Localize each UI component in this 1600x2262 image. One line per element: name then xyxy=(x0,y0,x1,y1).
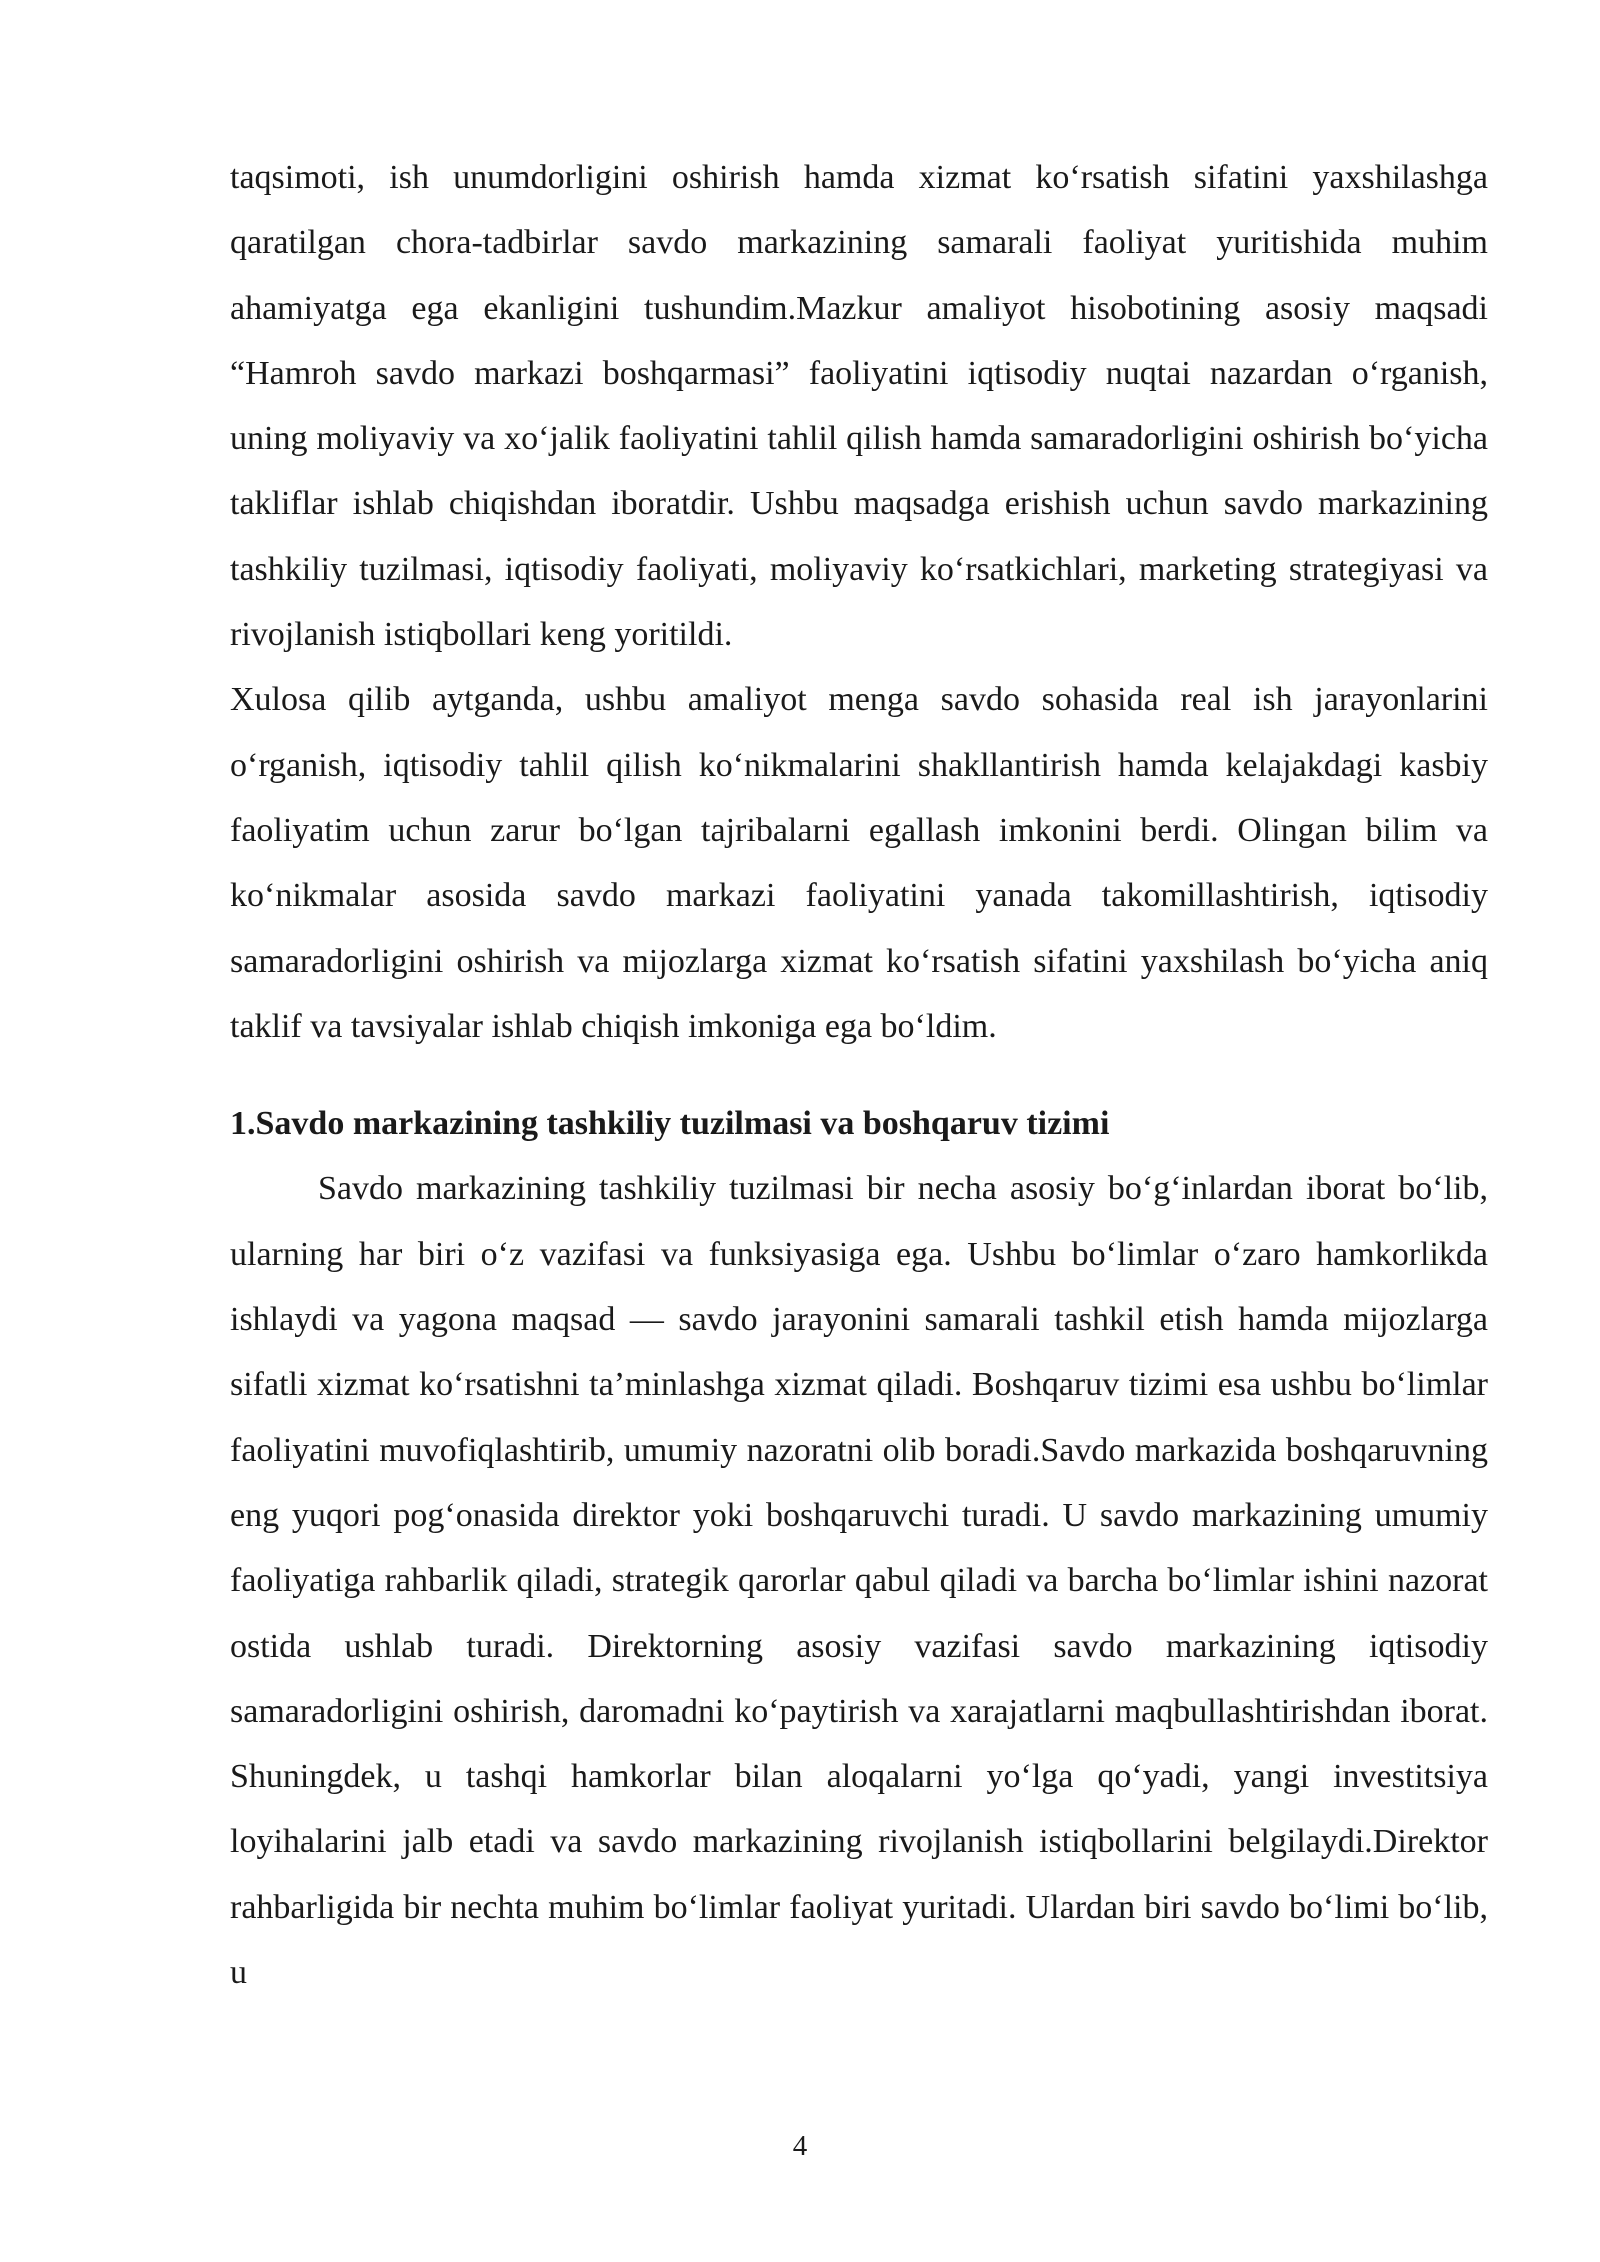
page-body xyxy=(230,145,1488,2005)
paragraph-conclusion: Xulosa qilib aytganda, ushbu amaliyot menga savdo sohasida real ish jarayonlarini o‘rganish, iqtisodiy tahlil qilish ko‘nikmalarini shakllantirish hamda kelajakdagi kasbiy faoliyatim uchun zarur bo‘lgan tajribalarni egallash imkonini berdi. Olingan bilim va ko‘nikmalar asosida savdo markazi faoliyatini yanada takomillashtirish, iqtisodiy samaradorligini oshirish va mijozlarga xizmat ko‘rsatish sifatini yaxshilash bo‘yicha aniq taklif va tavsiyalar ishlab chiqish imkoniga ega bo‘ldim. xyxy=(230,681,1488,1045)
paragraph-structure: Savdo markazining tashkiliy tuzilmasi bir necha asosiy bo‘g‘inlardan iborat bo‘lib, ularning har biri o‘z vazifasi va funksiyasiga ega. Ushbu bo‘limlar o‘zaro hamkorlikda ishlaydi va yagona maqsad — savdo jarayonini samarali tashkil etish hamda mijozlarga sifatli xizmat ko‘rsatishni ta’minlashga xizmat qiladi. Boshqaruv tizimi esa ushbu bo‘limlar faoliyatini muvofiqlashtirib, umumiy nazoratni olib boradi.Savdo markazida boshqaruvning eng yuqori pog‘onasida direktor yoki boshqaruvchi turadi. U savdo markazining umumiy faoliyatiga rahbarlik qiladi, strategik qarorlar qabul qiladi va barcha bo‘limlar ishini nazorat ostida ushlab turadi. Direktorning asosiy vazifasi savdo markazining iqtisodiy samaradorligini oshirish, daromadni ko‘paytirish va xarajatlarni maqbullashtirishdan iborat. Shuningdek, u tashqi hamkorlar bilan aloqalarni yo‘lga qo‘yadi, yangi investitsiya loyihalarini jalb etadi va savdo markazining rivojlanish istiqbollarini belgilaydi.Direktor rahbarligida bir nechta muhim bo‘limlar faoliyat yuritadi. Ulardan biri savdo bo‘limi bo‘lib, u xyxy=(230,1170,1488,1992)
page-number: 4 xyxy=(792,2130,808,2162)
section-heading: 1.Savdo markazining tashkiliy tuzilmasi va boshqaruv tizimi xyxy=(230,1105,1110,1143)
paragraph-intro-continuation: taqsimoti, ish unumdorligini oshirish hamda xizmat ko‘rsatish sifatini yaxshilashga qaratilgan chora-tadbirlar savdo markazining samarali faoliyat yuritishida muhim ahamiyatga ega ekanligini tushundim.Mazkur amaliyot hisobotining asosiy maqsadi “Hamroh savdo markazi boshqarmasi” faoliyatini iqtisodiy nuqtai nazardan o‘rganish, uning moliyaviy va xo‘jalik faoliyatini tahlil qilish hamda samaradorligini oshirish bo‘yicha takliflar ishlab chiqishdan iboratdir. Ushbu maqsadga erishish uchun savdo markazining tashkiliy tuzilmasi, iqtisodiy faoliyati, moliyaviy ko‘rsatkichlari, marketing strategiyasi va rivojlanish istiqbollari keng yoritildi. xyxy=(230,159,1488,654)
